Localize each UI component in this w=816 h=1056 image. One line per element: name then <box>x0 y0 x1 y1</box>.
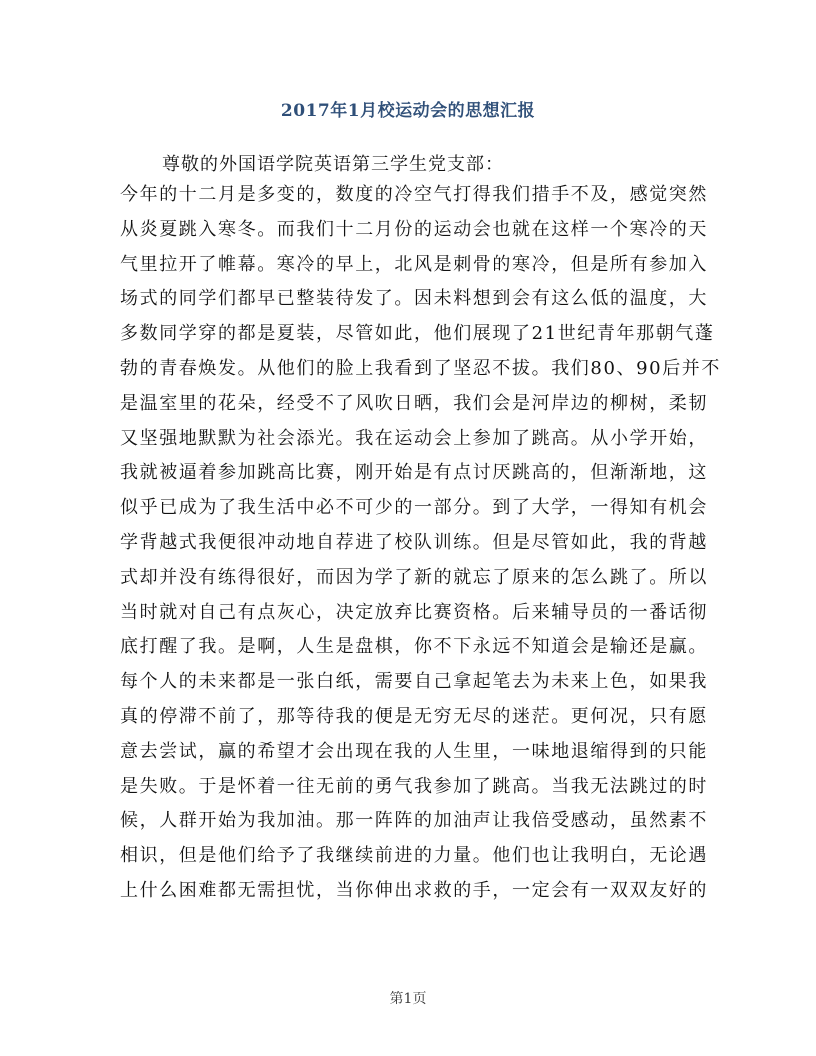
body-line: 候，人群开始为我加油。那一阵阵的加油声让我倍受感动，虽然素不 <box>120 810 708 832</box>
body-line: 从炎夏跳入寒冬。而我们十二月份的运动会也就在这样一个寒冷的天 <box>120 218 708 240</box>
page-number: 第1页 <box>389 991 427 1007</box>
body-line: 似乎已成为了我生活中必不可少的一部分。到了大学，一得知有机会 <box>120 497 708 519</box>
body-line: 多数同学穿的都是夏装，尽管如此，他们展现了21世纪青年那朝气蓬 <box>120 323 715 345</box>
body-line: 我就被逼着参加跳高比赛，刚开始是有点讨厌跳高的，但渐渐地，这 <box>120 462 708 484</box>
body-line: 场式的同学们都早已整装待发了。因未料想到会有这么低的温度，大 <box>120 288 708 310</box>
body-line: 上什么困难都无需担忧，当你伸出求救的手，一定会有一双双友好的 <box>120 879 708 901</box>
document-title: 2017年1月校运动会的思想汇报 <box>280 101 536 121</box>
body-line: 意去尝试，赢的希望才会出现在我的人生里，一味地退缩得到的只能 <box>120 740 708 762</box>
body-line: 是失败。于是怀着一往无前的勇气我参加了跳高。当我无法跳过的时 <box>120 775 708 797</box>
body-line: 底打醒了我。是啊，人生是盘棋，你不下永远不知道会是输还是赢。 <box>120 636 708 658</box>
body-line: 每个人的未来都是一张白纸，需要自己拿起笔去为未来上色，如果我 <box>120 671 708 693</box>
body-line: 相识，但是他们给予了我继续前进的力量。他们也让我明白，无论遇 <box>120 845 708 867</box>
body-line: 式却并没有练得很好，而因为学了新的就忘了原来的怎么跳了。所以 <box>120 566 708 588</box>
body-line: 学背越式我便很冲动地自荐进了校队训练。但是尽管如此，我的背越 <box>120 531 708 553</box>
body-line: 又坚强地默默为社会添光。我在运动会上参加了跳高。从小学开始， <box>120 427 708 449</box>
body-line: 勃的青春焕发。从他们的脸上我看到了坚忍不拔。我们80、90后并不 <box>120 357 722 379</box>
salutation: 尊敬的外国语学院英语第三学生党支部： <box>162 154 504 175</box>
body-text <box>120 178 720 909</box>
body-line: 气里拉开了帷幕。寒冷的早上，北风是刺骨的寒冷，但是所有参加入 <box>120 253 708 275</box>
body-line: 今年的十二月是多变的，数度的冷空气打得我们措手不及，感觉突然 <box>120 184 708 205</box>
body-line: 真的停滞不前了，那等待我的便是无穷无尽的迷茫。更何况，只有愿 <box>120 705 708 727</box>
body-line: 是温室里的花朵，经受不了风吹日晒，我们会是河岸边的柳树，柔韧 <box>120 392 708 414</box>
body-line: 当时就对自己有点灰心，决定放弃比赛资格。后来辅导员的一番话彻 <box>120 601 708 623</box>
